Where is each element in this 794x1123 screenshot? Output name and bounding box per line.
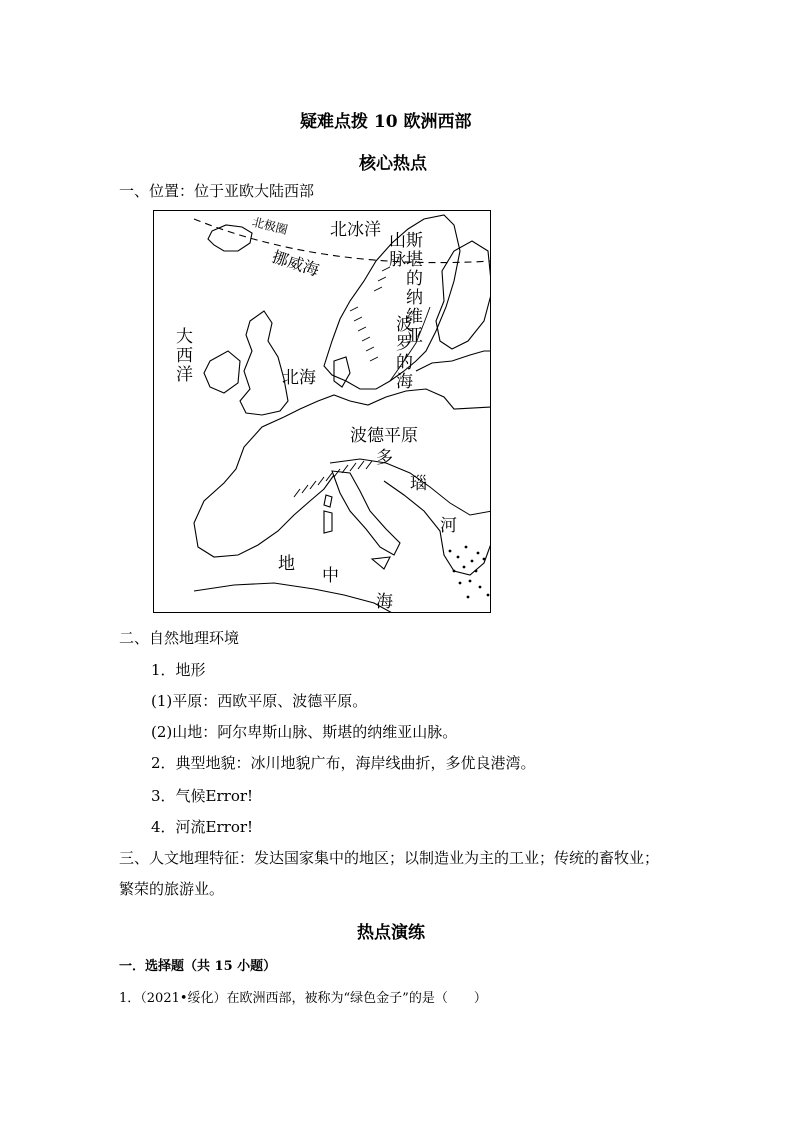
label-atlantic: 大西洋 xyxy=(172,327,192,384)
sardinia-outline xyxy=(324,511,332,533)
balkans-coast xyxy=(384,481,491,575)
sicily-outline xyxy=(372,557,390,569)
africa-coast xyxy=(194,583,394,613)
label-scandinavian-mts: 斯堪的纳维亚山脉 xyxy=(385,231,422,345)
baltic-east-coast xyxy=(416,351,491,371)
label-danube-1: 多 xyxy=(376,448,393,468)
continent-coast xyxy=(284,389,491,417)
iberia-coast xyxy=(194,417,334,557)
section-location: 一、位置：位于亚欧大陆西部 xyxy=(119,182,315,200)
greek-islands xyxy=(449,546,490,599)
section-physical: 二、自然地理环境 xyxy=(119,629,240,647)
item-plains: (1)平原：西欧平原、波德平原。 xyxy=(151,692,368,710)
label-danube-2: 瑙 xyxy=(410,474,427,494)
label-med-1: 地 xyxy=(278,554,295,574)
label-arctic-ocean: 北冰洋 xyxy=(330,220,381,240)
label-baltic-sea: 波罗的海 xyxy=(392,315,412,391)
corsica-outline xyxy=(324,495,332,507)
label-danube-3: 河 xyxy=(440,516,457,536)
question-1: 1．（2021•绥化）在欧洲西部，被称为“绿色金子”的是（ ） xyxy=(119,991,487,1006)
iceland-outline xyxy=(208,225,252,251)
europe-map xyxy=(153,210,491,613)
finland-coast xyxy=(436,241,491,349)
label-med-2: 中 xyxy=(322,566,339,586)
item-mountains: (2)山地：阿尔卑斯山脉、斯堪的纳维亚山脉。 xyxy=(151,723,458,741)
label-polish-plain: 波德平原 xyxy=(350,426,418,446)
britain-outline xyxy=(240,311,288,415)
label-arctic-circle: 北极圈 xyxy=(250,214,290,238)
scandinavian-hatch xyxy=(350,267,390,361)
section-human-line2: 繁荣的旅游业。 xyxy=(119,880,225,898)
label-north-sea: 北海 xyxy=(282,368,316,388)
ireland-outline xyxy=(204,351,240,393)
section-human-line1: 三、人文地理特征：发达国家集中的地区；以制造业为主的工业；传统的畜牧业； xyxy=(119,849,660,867)
item-climate: 3．气候Error! xyxy=(151,787,254,805)
label-norwegian-sea: 挪威海 xyxy=(269,246,322,280)
practice-heading: 热点演练 xyxy=(357,923,425,943)
item-landforms: 2．典型地貌：冰川地貌广布，海岸线曲折，多优良港湾。 xyxy=(151,754,536,772)
core-hotspot-heading: 核心热点 xyxy=(359,154,427,174)
label-med-3: 海 xyxy=(376,592,393,612)
map-drawing xyxy=(154,211,491,613)
item-rivers: 4．河流Error! xyxy=(151,818,254,836)
italy-outline xyxy=(332,471,400,555)
page-title: 疑难点拨 10 欧洲西部 xyxy=(300,112,472,132)
item-terrain: 1．地形 xyxy=(151,661,206,679)
choice-section-header: 一．选择题（共 15 小题） xyxy=(119,959,277,974)
